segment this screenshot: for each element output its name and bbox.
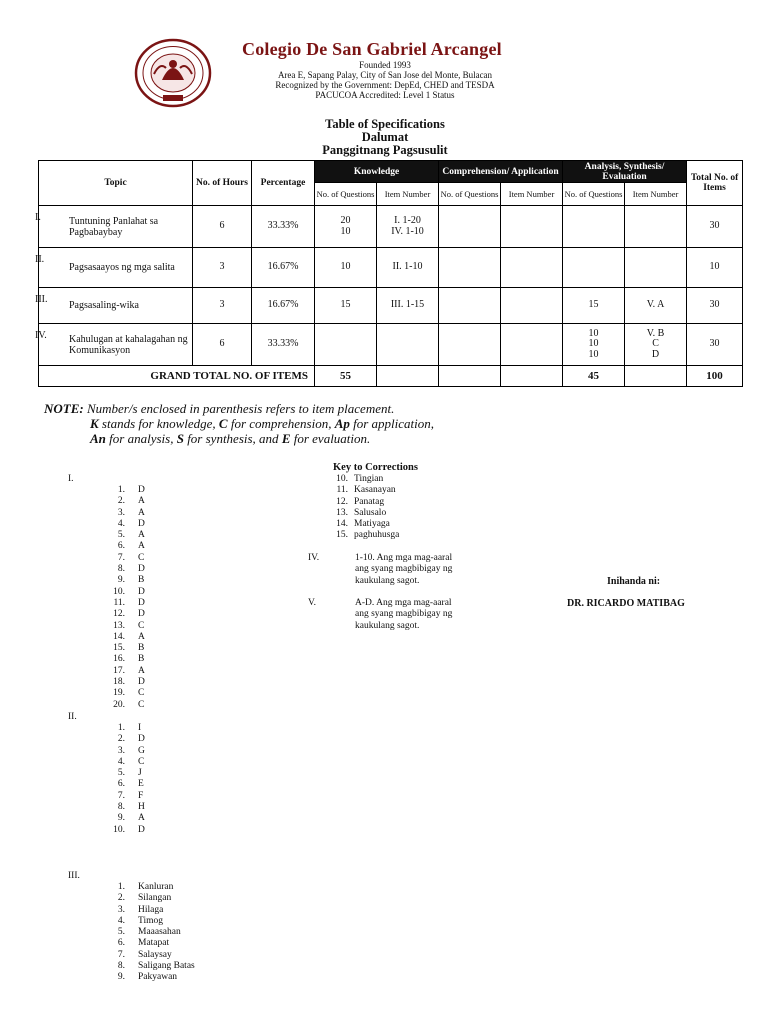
table-row: [39, 288, 743, 324]
cell-hours: 6: [193, 324, 252, 366]
address-line: Area E, Sapang Palay, City of San Jose del Monte, Bulacan: [277, 70, 493, 80]
answer-value: Kanluran: [138, 882, 174, 892]
answer-number: 17.: [113, 665, 125, 676]
answer-value: Timog: [138, 915, 163, 926]
answer-value: D: [138, 564, 145, 575]
answer-number: 10.: [113, 586, 125, 597]
empty-cell: [625, 366, 687, 387]
answer-item: [108, 688, 145, 699]
note-k: K: [90, 416, 99, 431]
key-section-1-list: [108, 485, 145, 711]
answer-value: Salusalo: [354, 507, 387, 518]
answer-value: B: [138, 654, 145, 665]
answer-item: [108, 621, 145, 632]
answer-item: [108, 757, 145, 768]
answer-item: [108, 575, 145, 586]
cell-a-i: V. B C D: [625, 324, 687, 366]
answer-number: 3.: [117, 904, 125, 915]
col-comprehension: Comprehension/ Application: [439, 161, 563, 183]
table-row: [39, 206, 743, 248]
answer-item: [108, 519, 145, 530]
answer-item: [108, 916, 195, 927]
cell-c-i: [501, 248, 563, 288]
cell-total: 10: [687, 248, 743, 288]
answer-value: E: [138, 779, 144, 790]
col-knowledge: Knowledge: [315, 161, 439, 183]
answer-number: 8.: [117, 802, 125, 813]
answer-item: [328, 485, 399, 496]
cell-k-i: [377, 324, 439, 366]
topic-cell: [35, 324, 193, 366]
answer-item: [108, 598, 145, 609]
topic-cell: [35, 206, 193, 248]
note-ap: Ap: [334, 416, 350, 431]
answer-value: paghuhusga: [354, 530, 400, 541]
grand-total-analysis: 45: [563, 366, 625, 387]
answer-item: [108, 813, 145, 824]
answer-number: 10.: [336, 474, 348, 484]
topic-text: Kahulugan at kahalagahan ng Komunikasyon: [69, 333, 188, 356]
cell-c-q: [439, 206, 501, 248]
answer-number: 14.: [113, 631, 125, 642]
cell-a-q: [563, 206, 625, 248]
prepared-name: DR. RICARDO MATIBAG: [567, 598, 685, 609]
doc-exam: Panggitnang Pagsusulit: [322, 143, 448, 157]
note-an-text: for analysis,: [105, 431, 177, 446]
answer-item: [108, 485, 145, 496]
answer-number: 5.: [117, 530, 125, 541]
answer-number: 9.: [117, 575, 125, 586]
key-section-5-line: kaukulang sagot.: [355, 620, 420, 631]
cell-k-q: 15: [315, 288, 377, 324]
answer-number: 10.: [113, 824, 125, 835]
answer-value: D: [138, 677, 145, 688]
answer-item: [108, 893, 195, 904]
key-section-5-line: ang syang magbibigay ng: [355, 609, 453, 620]
answer-value: Silangan: [138, 893, 172, 904]
answer-value: Salaysay: [138, 949, 172, 960]
sub-k-item: Item Number: [377, 183, 439, 206]
answer-value: A: [138, 507, 145, 518]
cell-total: 30: [687, 288, 743, 324]
answer-number: 8.: [117, 961, 125, 972]
topic-text: Pagsasaling-wika: [69, 300, 139, 311]
key-section-2-numeral: II.: [68, 712, 77, 722]
answer-value: A: [138, 541, 145, 552]
cell-k-q: 10: [315, 248, 377, 288]
answer-number: 2.: [117, 893, 125, 904]
answer-value: J: [138, 768, 142, 779]
cell-total: 30: [687, 324, 743, 366]
answer-number: 14.: [336, 519, 348, 530]
cell-hours: 6: [193, 206, 252, 248]
topic-numeral: III.: [35, 294, 48, 305]
answer-number: 12.: [336, 496, 348, 507]
answer-item: [108, 564, 145, 575]
answer-item: [108, 927, 195, 938]
answer-number: 7.: [117, 790, 125, 801]
answer-number: 2.: [117, 734, 125, 745]
empty-cell: [377, 366, 439, 387]
answer-number: 1.: [117, 882, 125, 892]
answer-value: C: [138, 552, 145, 563]
answer-number: 11.: [113, 597, 125, 608]
note-block: [44, 401, 434, 446]
note-k-text: stands for knowledge,: [98, 416, 219, 431]
specification-table: [35, 160, 743, 387]
answer-value: A: [138, 530, 145, 541]
cell-k-q: [315, 324, 377, 366]
answer-item: [108, 825, 145, 836]
col-analysis: Analysis, Synthesis/ Evaluation: [563, 161, 687, 183]
answer-value: C: [138, 756, 145, 767]
answer-item: [108, 530, 145, 541]
answer-item: [108, 802, 145, 813]
empty-cell: [501, 366, 563, 387]
answer-item: [108, 643, 145, 654]
cell-c-i: [501, 288, 563, 324]
answer-value: A: [138, 496, 145, 507]
key-section-4-line: ang syang magbibigay ng: [355, 564, 453, 575]
answer-value: Saligang Batas: [138, 961, 195, 972]
prepared-label: Inihanda ni:: [607, 576, 661, 587]
grand-total-items: 100: [687, 366, 743, 387]
answer-number: 4.: [117, 518, 125, 529]
key-section-4-numeral: IV.: [308, 553, 320, 563]
answer-value: F: [138, 790, 144, 801]
answer-item: [108, 723, 145, 734]
note-label: NOTE:: [44, 401, 84, 416]
table-row: [39, 324, 743, 366]
key-section-5-numeral: V.: [308, 598, 317, 608]
answer-number: 9.: [117, 813, 125, 824]
answer-item: [108, 882, 195, 893]
topic-cell: [35, 288, 193, 324]
table-row: [39, 248, 743, 288]
answer-number: 3.: [117, 745, 125, 756]
answer-value: D: [138, 597, 145, 608]
answer-item: [108, 553, 145, 564]
accreditation-line: PACUCOA Accredited: Level 1 Status: [315, 90, 455, 100]
cell-c-q: [439, 248, 501, 288]
answer-item: [108, 700, 145, 711]
answer-value: D: [138, 734, 145, 745]
answer-item: [108, 666, 145, 677]
answer-value: Tingian: [354, 474, 384, 484]
answer-number: 2.: [117, 496, 125, 507]
col-topic: Topic: [39, 161, 193, 206]
answer-value: C: [138, 699, 145, 710]
cell-k-i: I. 1-20 IV. 1-10: [377, 206, 439, 248]
answer-number: 4.: [117, 915, 125, 926]
cell-total: 30: [687, 206, 743, 248]
key-section-5-text: [355, 598, 452, 632]
key-section-5-line: A-D. Ang mga mag-aaral: [355, 598, 452, 608]
answer-item: [328, 530, 399, 541]
answer-number: 3.: [117, 507, 125, 518]
sub-a-item: Item Number: [625, 183, 687, 206]
cell-c-q: [439, 324, 501, 366]
grand-total-row: [39, 366, 743, 387]
answer-item: [108, 609, 145, 620]
answer-value: D: [138, 518, 145, 529]
answer-item: [108, 791, 145, 802]
doc-subject: Dalumat: [361, 130, 409, 144]
answer-item: [108, 541, 145, 552]
answer-number: 6.: [117, 938, 125, 949]
answer-value: C: [138, 620, 145, 631]
answer-item: [108, 938, 195, 949]
answer-item: [108, 654, 145, 665]
answer-number: 12.: [113, 609, 125, 620]
key-section-3-continued: [328, 474, 399, 542]
answer-item: [108, 496, 145, 507]
answer-number: 7.: [117, 552, 125, 563]
cell-hours: 3: [193, 288, 252, 324]
topic-numeral: II.: [35, 254, 45, 265]
answer-item: [108, 972, 195, 983]
answer-value: Matiyaga: [354, 519, 390, 530]
answer-number: 6.: [117, 541, 125, 552]
answer-value: B: [138, 643, 145, 654]
answer-item: [108, 632, 145, 643]
cell-c-q: [439, 288, 501, 324]
answer-value: Panatag: [354, 496, 385, 507]
doc-title: Table of Specifications: [325, 117, 445, 131]
answer-value: A: [138, 631, 145, 642]
answer-value: G: [138, 745, 145, 756]
answer-item: [328, 474, 399, 485]
answer-number: 5.: [117, 768, 125, 779]
key-section-3-list: [108, 882, 195, 984]
note-e-text: for evaluation.: [290, 431, 371, 446]
answer-number: 18.: [113, 677, 125, 688]
answer-item: [108, 950, 195, 961]
empty-cell: [439, 366, 501, 387]
school-name: Colegio De San Gabriel Arcangel: [242, 39, 502, 59]
answer-number: 5.: [117, 927, 125, 938]
cell-k-i: III. 1-15: [377, 288, 439, 324]
cell-pct: 33.33%: [252, 206, 315, 248]
key-section-4-line: kaukulang sagot.: [355, 575, 420, 586]
answer-item: [108, 508, 145, 519]
answer-value: D: [138, 609, 145, 620]
sub-c-item: Item Number: [501, 183, 563, 206]
answer-value: C: [138, 688, 145, 699]
key-section-4-line: 1-10. Ang mga mag-aaral: [355, 553, 453, 563]
note-an: An: [90, 431, 106, 446]
answer-value: D: [138, 485, 145, 495]
cell-hours: 3: [193, 248, 252, 288]
answer-value: D: [138, 586, 145, 597]
note-s-text: for synthesis, and: [183, 431, 282, 446]
col-total: Total No. of Items: [687, 161, 743, 206]
note-e: E: [281, 431, 291, 446]
note-text: Number/s enclosed in parenthesis refers to item placement.: [83, 401, 395, 416]
answer-number: 13.: [336, 507, 348, 518]
answer-value: Matapat: [138, 938, 170, 949]
answer-number: 4.: [117, 756, 125, 767]
topic-numeral: IV.: [35, 330, 47, 341]
key-section-4-text: [355, 553, 452, 587]
answer-value: A: [138, 665, 145, 676]
topic-cell: [35, 248, 193, 288]
cell-a-i: [625, 206, 687, 248]
answer-number: 1.: [117, 723, 125, 733]
school-seal-logo: [134, 38, 212, 108]
cell-pct: 16.67%: [252, 248, 315, 288]
answer-number: 20.: [113, 699, 125, 710]
col-hours: No. of Hours: [193, 161, 252, 206]
topic-numeral: I.: [35, 212, 41, 223]
answer-value: H: [138, 802, 145, 813]
grand-total-knowledge: 55: [315, 366, 377, 387]
answer-number: 15.: [336, 530, 348, 541]
cell-a-i: V. A: [625, 288, 687, 324]
answer-item: [328, 519, 399, 530]
answer-item: [328, 508, 399, 519]
answer-item: [108, 768, 145, 779]
sub-k-questions: No. of Questions: [315, 183, 377, 206]
answer-value: Pakyawan: [138, 972, 178, 983]
topic-text: Pagsasaayos ng mga salita: [69, 262, 175, 273]
answer-item: [108, 587, 145, 598]
answer-number: 11.: [336, 485, 348, 496]
answer-item: [108, 677, 145, 688]
answer-number: 15.: [113, 643, 125, 654]
answer-item: [328, 497, 399, 508]
col-percentage: Percentage: [252, 161, 315, 206]
table-body: [35, 206, 743, 366]
key-section-3-numeral: III.: [68, 871, 80, 881]
cell-a-q: [563, 248, 625, 288]
grand-total-label: GRAND TOTAL NO. OF ITEMS: [39, 366, 315, 387]
answer-item: [108, 961, 195, 972]
cell-a-q: 10 10 10: [563, 324, 625, 366]
cell-k-q: 20 10: [315, 206, 377, 248]
cell-pct: 33.33%: [252, 324, 315, 366]
answer-number: 9.: [117, 972, 125, 983]
answer-item: [108, 734, 145, 745]
note-ap-text: for application,: [349, 416, 435, 431]
key-title: Key to Corrections: [333, 462, 418, 473]
recognition-line: Recognized by the Government: DepEd, CHED and TESDA: [275, 80, 495, 90]
note-s: S: [176, 431, 184, 446]
answer-value: Maaasahan: [138, 927, 181, 938]
answer-value: A: [138, 813, 145, 824]
answer-number: 8.: [117, 564, 125, 575]
answer-item: [108, 905, 195, 916]
answer-value: Kasanayan: [354, 485, 396, 496]
key-section-2-list: [108, 723, 145, 836]
answer-number: 13.: [113, 620, 125, 631]
answer-number: 19.: [113, 688, 125, 699]
answer-item: [108, 779, 145, 790]
note-c: C: [218, 416, 228, 431]
cell-k-i: II. 1-10: [377, 248, 439, 288]
cell-c-i: [501, 324, 563, 366]
answer-number: 6.: [117, 779, 125, 790]
answer-value: B: [138, 575, 145, 586]
cell-a-q: 15: [563, 288, 625, 324]
answer-value: D: [138, 824, 145, 835]
answer-value: Hilaga: [138, 904, 164, 915]
answer-number: 16.: [113, 654, 125, 665]
cell-c-i: [501, 206, 563, 248]
sub-c-questions: No. of Questions: [439, 183, 501, 206]
sub-a-questions: No. of Questions: [563, 183, 625, 206]
answer-value: I: [138, 723, 142, 733]
answer-number: 7.: [117, 949, 125, 960]
answer-item: [108, 746, 145, 757]
note-c-text: for comprehension,: [227, 416, 335, 431]
answer-number: 1.: [117, 485, 125, 495]
founded-line: Founded 1993: [359, 60, 411, 70]
cell-a-i: [625, 248, 687, 288]
cell-pct: 16.67%: [252, 288, 315, 324]
key-section-1-numeral: I.: [68, 474, 74, 484]
topic-text: Tuntuning Panlahat sa Pagbabaybay: [69, 215, 159, 238]
